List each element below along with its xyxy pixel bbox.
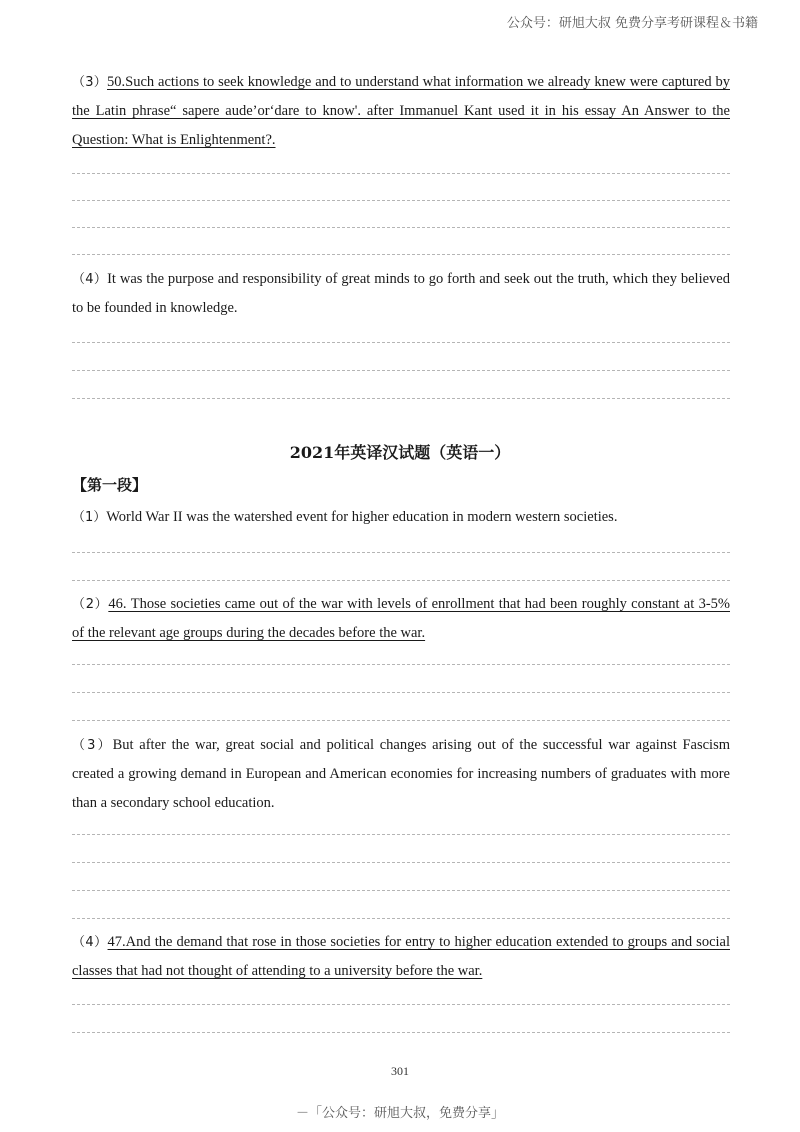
paragraph-q2 [72,590,730,648]
answer-line [72,552,730,553]
paragraph-number: （3） [72,738,113,753]
section-title: 2021年英译汉试题（英语一） [289,443,511,462]
paragraph-number: （3） [72,75,108,90]
header-watermark: 公众号：研旭大叔 免费分享考研课程＆书籍 [506,16,758,31]
answer-line [72,918,730,919]
paragraph-number: （2） [72,597,109,612]
answer-line [72,862,730,863]
answer-line [72,398,730,399]
answer-line [72,834,730,835]
paragraph-text: World War II was the watershed event for higher education in modern western societies. [106,509,618,525]
answer-line [72,254,730,255]
answer-line [72,720,730,721]
answer-line [72,173,730,174]
paragraph-number: （4） [72,272,108,287]
paragraph-q4-part2 [72,928,730,986]
answer-line [72,580,730,581]
section-subtitle: 【第一段】 [72,476,148,494]
paragraph-q3-part1 [72,68,730,155]
footer-watermark: －「公众号：研旭大叔，免费分享」 [295,1106,504,1121]
answer-line [72,227,730,228]
paragraph-text: 47.And the demand that rose in those societies for entry to higher education extended to groups and social classes that had not thought of attending to a university before the war. [72,934,730,979]
answer-line [72,200,730,201]
paragraph-number: （1） [72,510,107,525]
paragraph-text: It was the purpose and responsibility of great minds to go forth and seek out the truth, which they believed to be founded in knowledge. [72,271,730,316]
paragraph-q4-part1 [72,265,730,323]
page-number: 301 [391,1064,409,1078]
answer-line [72,1004,730,1005]
paragraph-number: （4） [72,935,108,950]
answer-line [72,342,730,343]
paragraph-q1 [72,503,730,532]
answer-line [72,370,730,371]
paragraph-text: 50.Such actions to seek knowledge and to understand what information we already knew were captured by the Latin phrase“ sapere aude’or‘dare to know'. after Immanuel Kant used it in his essay An Answer to the Question: What is Enlightenment?. [72,74,730,148]
answer-line [72,1032,730,1033]
answer-line [72,664,730,665]
paragraph-text: But after the war, great social and political changes arising out of the successful war against Fascism created a growing demand in European and American economies for increasing numbers of graduates with more than a secondary school education. [72,737,731,811]
answer-line [72,890,730,891]
paragraph-q3-part2 [72,731,730,818]
answer-line [72,692,730,693]
paragraph-text: 46. Those societies came out of the war with levels of enrollment that had been roughly constant at 3-5% of the relevant age groups during the decades before the war. [72,596,730,641]
